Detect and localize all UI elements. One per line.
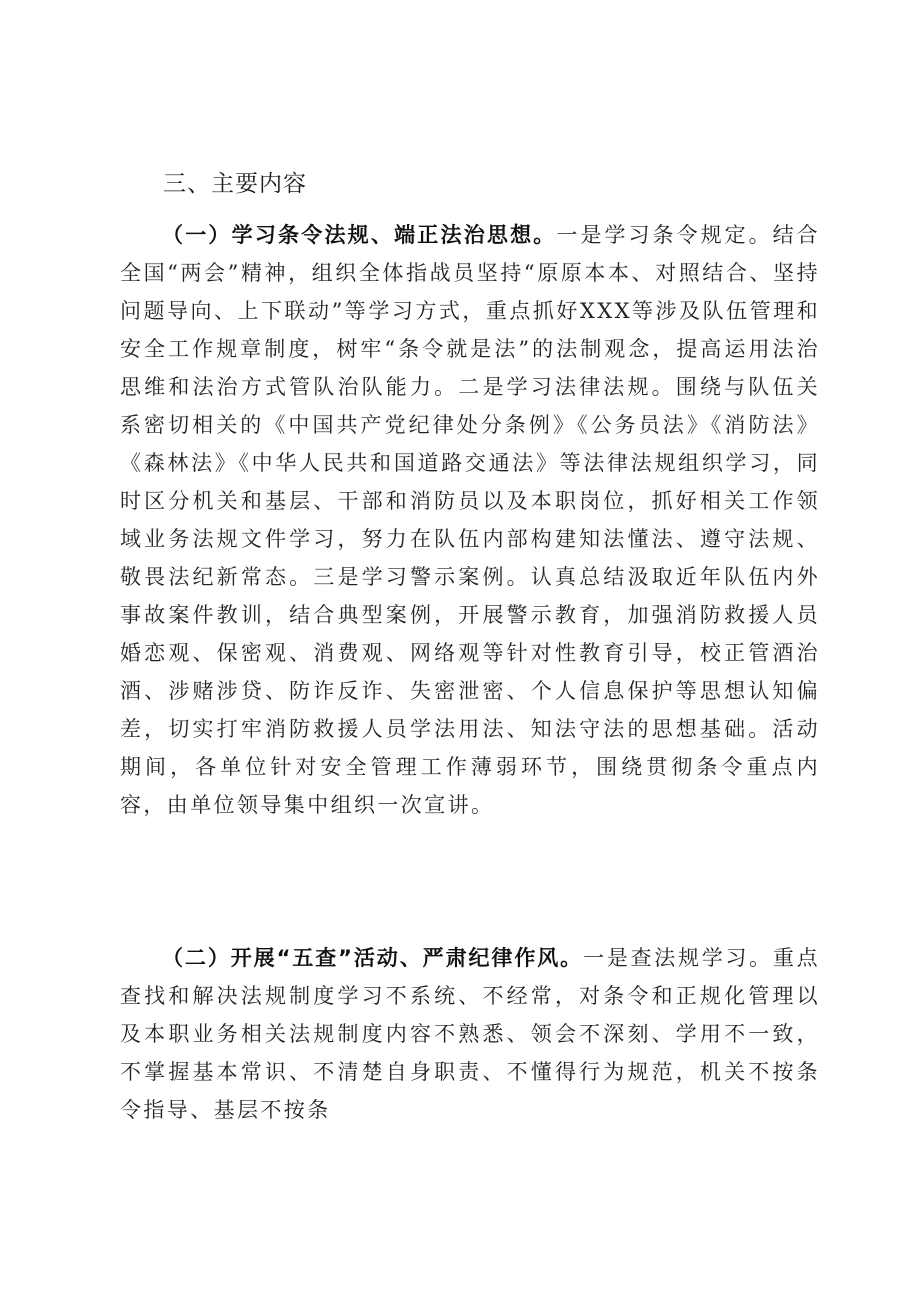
paragraph-five-checks (120, 939, 820, 1129)
paragraph-body: 一是学习条令规定。结合全国“两会”精神，组织全体指战员坚持“原原本本、对照结合、坚持问题导向、上下联动”等学习方式，重点抓好XXX等涉及队伍管理和安全工作规章制度，树牢“条令就是法”的法制观念，提高运用法治思维和法治方式管队治队能力。二是学习法律法规。围绕与队伍关系密切相关的《中国共产党纪律处分条例》《公务员法》《消防法》《森林法》《中华人民共和国道路交通法》等法律法规组织学习，同时区分机关和基层、干部和消防员以及本职岗位，抓好相关工作领域业务法规文件学习，努力在队伍内部构建知法懂法、遵守法规、敬畏法纪新常态。三是学习警示案例。认真总结汲取近年队伍内外事故案件教训，结合典型案例，开展警示教育，加强消防救援人员婚恋观、保密观、消费观、网络观等针对性教育引导，校正管酒治酒、涉赌涉贷、防诈反诈、失密泄密、个人信息保护等思想认知偏差，切实打牢消防救援人员学法用法、知法守法的思想基础。活动期间，各单位针对安全管理工作薄弱环节，围绕贯彻条令重点内容，由单位领导集中组织一次宣讲。 (120, 223, 821, 817)
section-heading: 三、主要内容 (163, 171, 307, 197)
paragraph-lead-heading: （二）开展“五查”活动、严肃纪律作风。 (162, 946, 584, 970)
paragraph-lead-heading: （一）学习条令法规、端正法治思想。 (162, 223, 557, 247)
paragraph-body: 一是查法规学习。重点查找和解决法规制度学习不系统、不经常，对条令和正规化管理以及本职业务相关法规制度内容不熟悉、领会不深刻、学用不一致，不掌握基本常识、不清楚自身职责、不懂得行为规范，机关不按条令指导、基层不按条 (120, 946, 820, 1122)
paragraph-study-regulations (120, 216, 820, 824)
